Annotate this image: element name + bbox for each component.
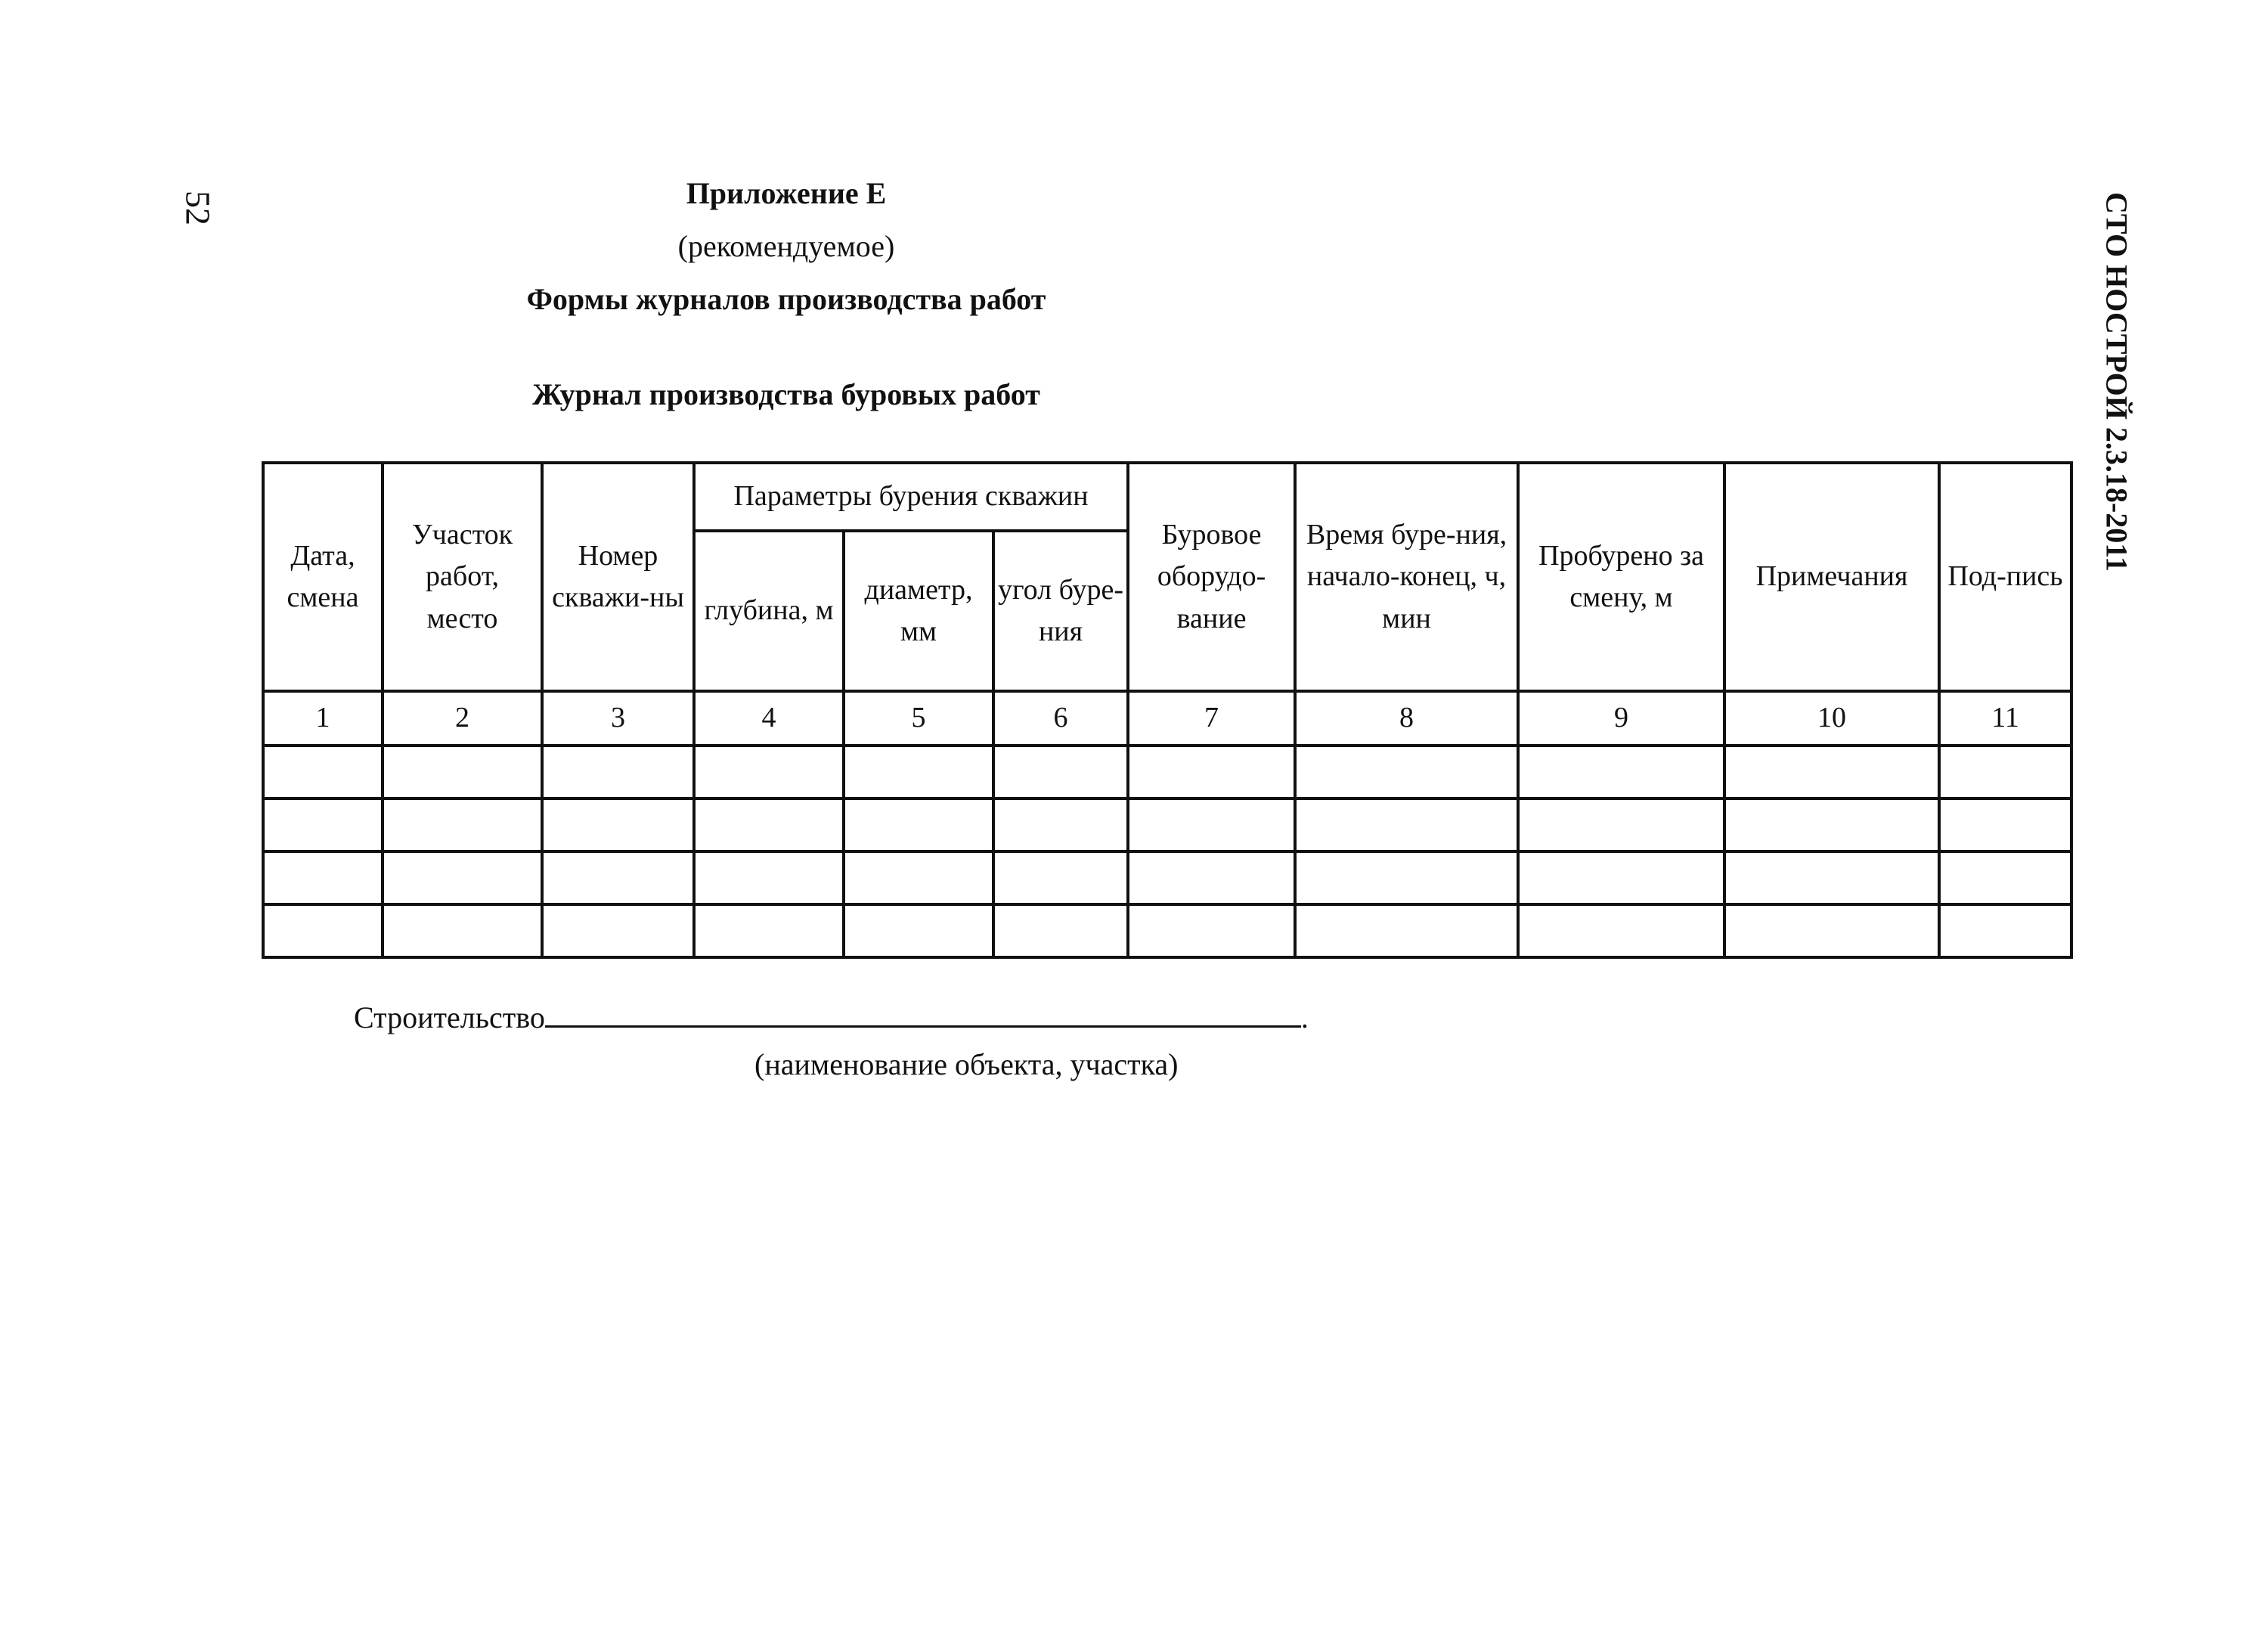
table-row — [263, 799, 2071, 851]
column-number: 9 — [1518, 691, 1724, 746]
header-drilling-time: Время буре-ния, начало-конец, ч, мин — [1295, 463, 1518, 691]
empty-cell[interactable] — [1518, 851, 1724, 904]
header-equipment: Буровое оборудо-вание — [1128, 463, 1295, 691]
empty-cell[interactable] — [542, 746, 694, 799]
empty-cell[interactable] — [263, 746, 383, 799]
empty-cell[interactable] — [694, 904, 844, 957]
column-number: 7 — [1128, 691, 1295, 746]
construction-end: . — [1300, 1000, 1309, 1034]
column-number: 8 — [1295, 691, 1518, 746]
empty-cell[interactable] — [1724, 851, 1939, 904]
empty-cell[interactable] — [993, 904, 1128, 957]
appendix-status: (рекомендуемое) — [677, 229, 895, 263]
table-row — [263, 904, 2071, 957]
empty-cell[interactable] — [383, 851, 542, 904]
column-number: 10 — [1724, 691, 1939, 746]
empty-cell[interactable] — [844, 799, 993, 851]
empty-cell[interactable] — [383, 799, 542, 851]
empty-cell[interactable] — [694, 851, 844, 904]
table-row — [263, 851, 2071, 904]
header-site: Участок работ, место — [383, 463, 542, 691]
standard-code: СТО НОСТРОЙ 2.3.18-2011 — [2099, 192, 2134, 572]
header-drilling-params: Параметры бурения скважин — [694, 463, 1128, 531]
empty-cell[interactable] — [1518, 904, 1724, 957]
appendix-title: Приложение Е — [686, 176, 887, 210]
empty-cell[interactable] — [263, 851, 383, 904]
column-number: 4 — [694, 691, 844, 746]
empty-cell[interactable] — [1295, 799, 1518, 851]
column-number-row — [263, 691, 2071, 746]
empty-cell[interactable] — [263, 799, 383, 851]
column-number: 5 — [844, 691, 993, 746]
empty-cell[interactable] — [1939, 904, 2071, 957]
header-signature: Под-пись — [1939, 463, 2071, 691]
construction-line — [354, 1000, 1309, 1035]
empty-cell[interactable] — [1295, 904, 1518, 957]
empty-cell[interactable] — [1128, 851, 1295, 904]
empty-cell[interactable] — [1724, 799, 1939, 851]
column-number: 1 — [263, 691, 383, 746]
header-row-top — [263, 463, 2071, 531]
empty-cell[interactable] — [1939, 799, 2071, 851]
journal-title: Журнал производства буровых работ — [532, 377, 1040, 411]
empty-cell[interactable] — [844, 904, 993, 957]
empty-cell[interactable] — [844, 851, 993, 904]
header-date-shift: Дата, смена — [263, 463, 383, 691]
construction-label: Строительство — [354, 1000, 545, 1034]
empty-cell[interactable] — [1518, 799, 1724, 851]
empty-rows — [263, 746, 2071, 957]
empty-cell[interactable] — [1295, 746, 1518, 799]
empty-cell[interactable] — [1939, 851, 2071, 904]
empty-cell[interactable] — [1128, 799, 1295, 851]
column-number: 6 — [993, 691, 1128, 746]
empty-cell[interactable] — [993, 799, 1128, 851]
empty-cell[interactable] — [263, 904, 383, 957]
header-drilled-per-shift: Пробурено за смену, м — [1518, 463, 1724, 691]
empty-cell[interactable] — [542, 904, 694, 957]
empty-cell[interactable] — [993, 851, 1128, 904]
column-number: 11 — [1939, 691, 2071, 746]
empty-cell[interactable] — [383, 904, 542, 957]
empty-cell[interactable] — [542, 851, 694, 904]
empty-cell[interactable] — [1295, 851, 1518, 904]
empty-cell[interactable] — [1724, 746, 1939, 799]
page-number: 52 — [178, 191, 218, 225]
empty-cell[interactable] — [1518, 746, 1724, 799]
empty-cell[interactable] — [1128, 904, 1295, 957]
header-diameter: диаметр, мм — [844, 531, 993, 691]
header-well-number: Номер скважи-ны — [542, 463, 694, 691]
empty-cell[interactable] — [694, 746, 844, 799]
empty-cell[interactable] — [1128, 746, 1295, 799]
forms-title: Формы журналов производства работ — [526, 282, 1046, 316]
empty-cell[interactable] — [1939, 746, 2071, 799]
empty-cell[interactable] — [844, 746, 993, 799]
header-depth: глубина, м — [694, 531, 844, 691]
table-row — [263, 746, 2071, 799]
header-angle: угол буре-ния — [993, 531, 1128, 691]
column-number: 3 — [542, 691, 694, 746]
drilling-journal-table — [262, 461, 2073, 959]
construction-blank-line[interactable] — [545, 1000, 1301, 1028]
empty-cell[interactable] — [542, 799, 694, 851]
empty-cell[interactable] — [383, 746, 542, 799]
empty-cell[interactable] — [1724, 904, 1939, 957]
empty-cell[interactable] — [694, 799, 844, 851]
column-number: 2 — [383, 691, 542, 746]
empty-cell[interactable] — [993, 746, 1128, 799]
header-notes: Примечания — [1724, 463, 1939, 691]
construction-caption: (наименование объекта, участка) — [754, 1047, 1179, 1081]
